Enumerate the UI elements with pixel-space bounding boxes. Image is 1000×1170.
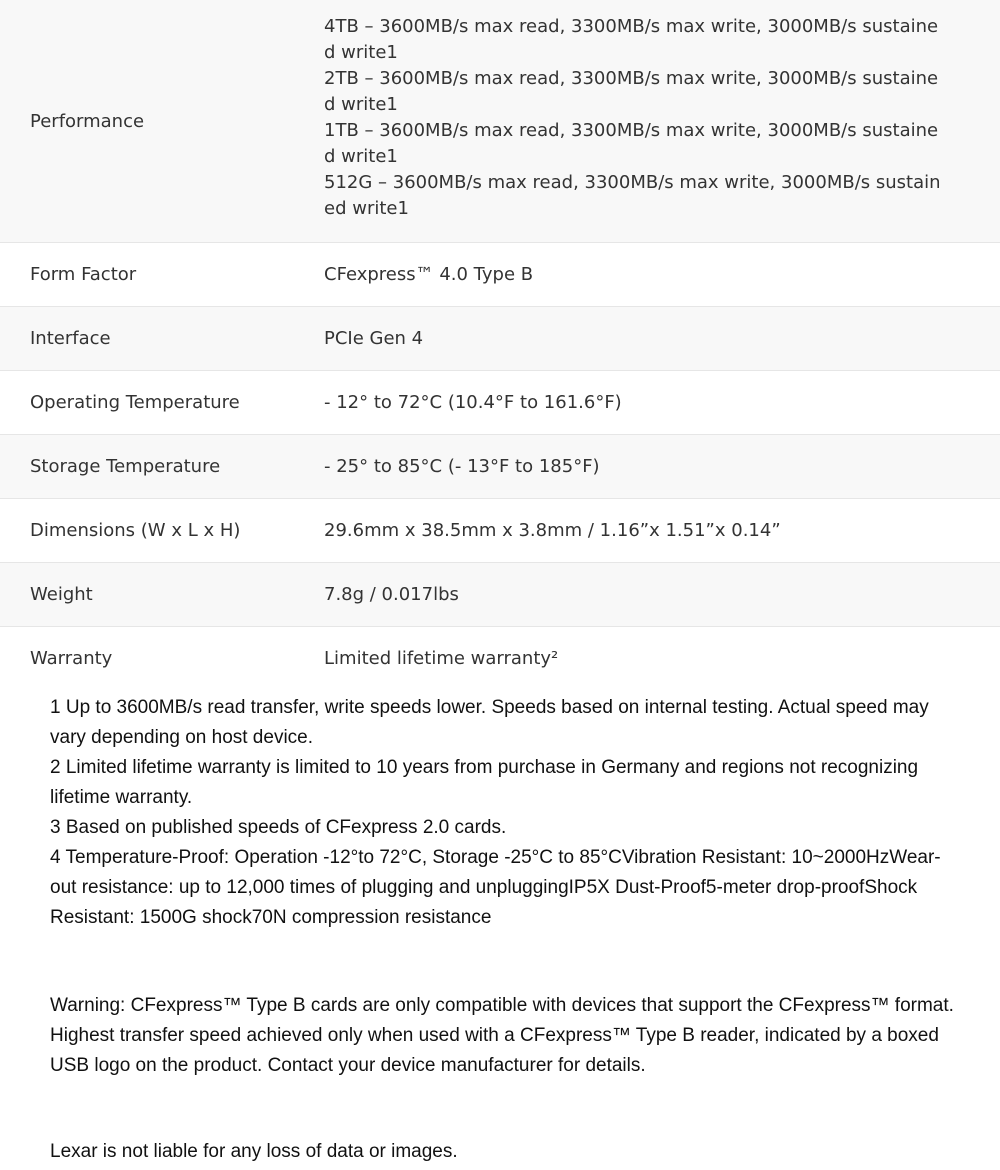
spec-row-storage-temperature (0, 435, 1000, 499)
spec-value-operating-temperature: - 12° to 72°C (10.4°F to 161.6°F) (324, 392, 622, 413)
spec-label-weight: Weight (30, 584, 93, 605)
spec-value-interface: PCIe Gen 4 (324, 328, 424, 349)
spec-value-performance (324, 0, 970, 242)
footnote-2: 2 Limited lifetime warranty is limited to 10 years from purchase in Germany and regions not recognizing lifetime warranty. (50, 757, 919, 808)
spec-label-interface: Interface (30, 328, 111, 349)
spec-label-performance: Performance (30, 110, 145, 132)
footnote-1: 1 Up to 3600MB/s read transfer, write speeds lower. Speeds based on internal testing. Actual speed may vary depending on host device. (50, 697, 929, 748)
spec-label-form-factor: Form Factor (30, 264, 137, 285)
performance-line-4tb: 4TB – 3600MB/s max read, 3300MB/s max write, 3000MB/s sustained write1 (324, 16, 939, 63)
performance-line-512g: 512G – 3600MB/s max read, 3300MB/s max write, 3000MB/s sustained write1 (324, 172, 941, 219)
spec-value-form-factor: CFexpress™ 4.0 Type B (324, 264, 534, 285)
performance-line-2tb: 2TB – 3600MB/s max read, 3300MB/s max write, 3000MB/s sustained write1 (324, 68, 939, 115)
footnote-3: 3 Based on published speeds of CFexpress 2.0 cards. (50, 817, 507, 838)
spec-value-dimensions: 29.6mm x 38.5mm x 3.8mm / 1.16”x 1.51”x 0.14” (324, 520, 781, 541)
disclaimer-text: Lexar is not liable for any loss of data or images. (50, 1141, 458, 1162)
spec-row-performance (0, 0, 1000, 243)
spec-label-warranty: Warranty (30, 647, 113, 669)
spec-label-operating-temperature: Operating Temperature (30, 392, 240, 413)
performance-line-1tb: 1TB – 3600MB/s max read, 3300MB/s max write, 3000MB/s sustained write1 (324, 120, 939, 167)
spec-label-dimensions: Dimensions (W x L x H) (30, 520, 241, 541)
spec-row-operating-temperature (0, 371, 1000, 435)
spec-row-weight (0, 563, 1000, 627)
spec-label-storage-temperature: Storage Temperature (30, 456, 221, 477)
spec-value-weight: 7.8g / 0.017lbs (324, 584, 459, 605)
spec-value-storage-temperature: - 25° to 85°C (- 13°F to 185°F) (324, 456, 600, 477)
spec-row-dimensions (0, 499, 1000, 563)
spec-row-warranty (0, 627, 1000, 689)
footnote-4: 4 Temperature-Proof: Operation -12°to 72°C, Storage -25°C to 85°CVibration Resistant: 10~2000HzWear-out resistance: up to 12,000 times of plugging and unpluggingIP5X Dust-Proof5-meter drop-proofShock Resistant: 1500G shock70N compression resistance (50, 847, 941, 928)
spec-row-form-factor (0, 243, 1000, 307)
footnotes (0, 689, 1000, 1167)
spec-value-warranty: Limited lifetime warranty² (324, 647, 559, 669)
warning-text: Warning: CFexpress™ Type B cards are only compatible with devices that support the CFexpress™ format. Highest transfer speed achieved only when used with a CFexpress™ Type B reader, indicated by a boxed USB logo on the product. Contact your device manufacturer for details. (50, 995, 954, 1076)
spec-row-interface (0, 307, 1000, 371)
